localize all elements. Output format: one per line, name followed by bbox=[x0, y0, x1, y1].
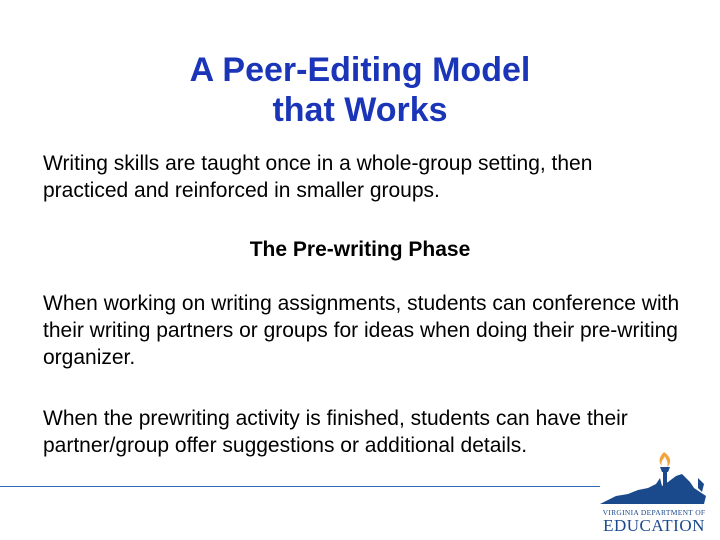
prewriting-paragraph: When working on writing assignments, students can conference with their writing partners or groups for ideas when doing their pre-writing organizer. bbox=[43, 292, 680, 369]
slide-title bbox=[0, 50, 720, 130]
logo-text-line-2: EDUCATION bbox=[603, 516, 705, 535]
suggestions-paragraph: When the prewriting activity is finished, students can have their partner/group offer suggestions or additional details. bbox=[43, 407, 628, 457]
virginia-map-torch-icon bbox=[598, 448, 710, 508]
slide-title-line-2: that Works bbox=[272, 91, 448, 129]
slide-title-line-1: A Peer-Editing Model bbox=[189, 51, 531, 89]
logo-text-line-1: VIRGINIA DEPARTMENT OF bbox=[602, 508, 706, 517]
footer-divider bbox=[0, 486, 600, 487]
virginia-department-of-education-logo bbox=[598, 448, 710, 534]
intro-paragraph: Writing skills are taught once in a whole-group setting, then practiced and reinforced in smaller groups. bbox=[43, 152, 593, 202]
section-heading: The Pre-writing Phase bbox=[249, 238, 471, 261]
